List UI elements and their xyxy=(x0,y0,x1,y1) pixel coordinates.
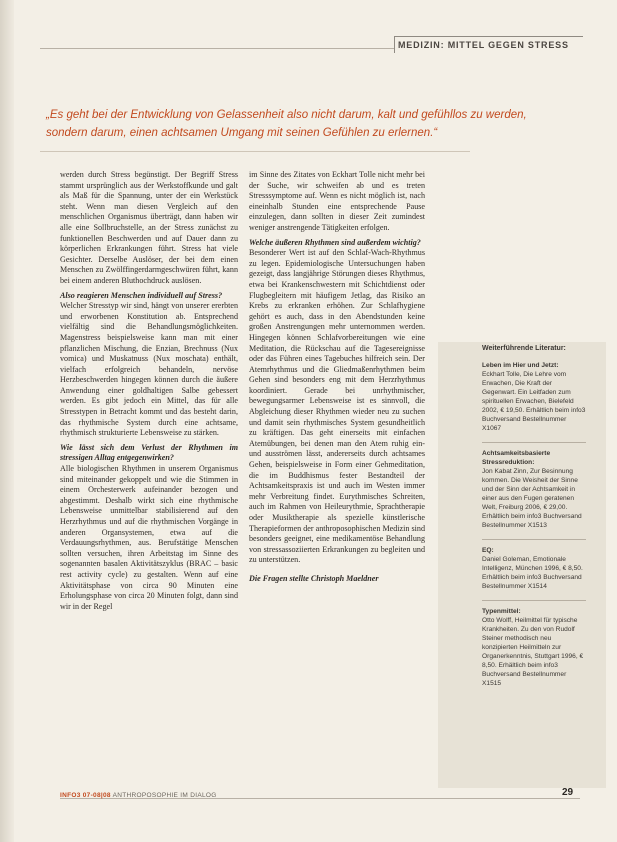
paragraph: Welcher Stresstyp wir sind, hängt von unserer ererbten und erworbenen Konstitution ab. Entsprechend vielfältig sind die Behandlungsmöglichkeiten. Magenstress beispielsweise kann man mit einer pflanzlichen Mischung, die Enzian, Brechnuss (Nux vomica) und Muskatnuss (Nux moschata) enthält, vielfach erfolgreich behandeln, nervöse Herzbeschwerden hingegen können durch die äußere Anwendung einer goldhaltigen Salbe gebessert werden. Es gibt jedoch ein Mittel, das für alle Stresstypen in Betracht kommt und das besteht darin, das rhythmische System durch eine achtsame, rhythmisch strukturierte Lebensweise zu stärken. xyxy=(60,301,238,438)
paragraph: Alle biologischen Rhythmen in unserem Organismus sind miteinander gekoppelt und wie die Stimmen in einem Orchesterwerk aufeinander bezogen und abgestimmt. Deshalb wirkt sich eine rhythmische Lebensweise unmittelbar stabilisierend auf den Herzrhythmus und auf die rhythmischen Vorgänge in anderen Organsystemen, etwa auf die Verdauungsrhythmen, aus. Berufstätige Menschen sollten versuchen, ihren Arbeitstag im Sinne des sogenannten basalen Aktivitätszyklus (BRAC – basic rest activity cycle) zu gestalten. Wenn auf eine Aktivitätsphase von circa 90 Minuten eine Erholungsphase von circa 20 Minuten folgt, dann sind wir in der Regel xyxy=(60,464,238,611)
pull-quote: „Es geht bei der Entwicklung von Gelassenheit also nicht darum, kalt und gefühllos zu werden, sondern darum, einen achtsamen Umgang mit seinen Gefühlen zu erlernen.“ xyxy=(46,109,527,139)
literature-item-text: Jon Kabat Zinn, Zur Besinnung kommen. Die Weisheit der Sinne und der Sinn der Achtsamkeit in einer aus den Fugen geratenen Welt, Freiburg 2006, € 29,00. Erhältlich beim info3 Buchversand Bestellnummer X1513 xyxy=(482,468,582,529)
literature-item xyxy=(482,546,586,591)
question-heading: Wie lässt sich dem Verlust der Rhythmen im stressigen Alltag entgegenwirken? xyxy=(60,442,238,463)
sidebar-divider xyxy=(482,600,586,601)
literature-item-title: Typenmittel: xyxy=(482,608,521,615)
section-header: MEDIZIN: MITTEL GEGEN STRESS xyxy=(398,40,569,50)
quote-rule xyxy=(40,151,470,152)
page-number: 29 xyxy=(562,787,574,798)
literature-sidebar xyxy=(482,344,586,697)
header-rule xyxy=(40,48,395,49)
magazine-name: INFO3 xyxy=(60,792,81,799)
sidebar-divider xyxy=(482,442,586,443)
paragraph: werden durch Stress begünstigt. Der Begriff Stress stammt ursprünglich aus der Werkstoffkunde und galt als Maß für die Spannung, unter der ein Werkstück steht. Wenn man diesen Vergleich auf den menschlichen Organismus überträgt, dann haben wir alle eine Sollbruchstelle, an der Stress zunächst zu funktionellen Beschwerden und auf Dauer dann zu körperlichen Erkrankungen führt. Stress hat viele Gesichter. Derselbe Auslöser, der bei dem einen Menschen zu Zwölffingerdarmgeschwüren führt, kann bei einem anderen Bluthochdruck auslösen. xyxy=(60,170,238,285)
sidebar-heading: Weiterführende Literatur: xyxy=(482,345,566,352)
literature-item-title: EQ: xyxy=(482,547,494,554)
paragraph: im Sinne des Zitates von Eckhart Tolle nicht mehr bei der Suche, wir schweifen ab und es treten Stresssymptome auf. Wenn es nicht möglich ist, nach eineinhalb Stunden eine entsprechende Pause einzulegen, dann sollten in dieser Zeit zumindest weniger anstrengende Tätigkeiten erfolgen. xyxy=(249,170,425,232)
literature-item-text: Daniel Goleman, Emotionale Intelligenz, München 1996, € 8,50. Erhältlich beim info3 Buchversand Bestellnummer X1514 xyxy=(482,556,583,590)
literature-item xyxy=(482,607,586,688)
issue-number: 07-08|08 xyxy=(82,792,111,799)
question-heading: Welche äußeren Rhythmen sind außerdem wichtig? xyxy=(249,237,421,247)
literature-item-title: Leben im Hier und Jetzt: xyxy=(482,362,559,369)
paragraph: Besonderer Wert ist auf den Schlaf-Wach-Rhythmus zu legen. Epidemiologische Untersuchungen haben gezeigt, dass langjährige Störungen dieses Rhythmus, etwa bei Krankenschwestern mit Schichtdienst oder Flugbegleitern mit häufigem Jetlag, das Risiko an Krebs zu erkranken erhöhen. Zur Schlafhygiene gehört es auch, dass in den Abendstunden keine großen Anstrengungen mehr unternommen werden. Hingegen können Schlafvorbereitungen wie eine Meditation, die Rückschau auf die Tagesereignisse oder das Führen eines Tagebuches hilfreich sein. Der Atemrhythmus und die Gliedmaßenrhythmen beim Gehen sind besonders eng mit dem Herzrhythmus koordiniert. Gerade bei unrhythmischer, bewegungsarmer Lebensweise ist es sinnvoll, die Abgleichung dieser Rhythmen wieder neu zu suchen und damit sein rhythmisches System gesundheitlich zu kräftigen. Das geht einerseits mit einfachen Atemübungen, bei denen man den Atem ruhig ein- und ausströmen lässt, andererseits durch achtsames Gehen, beispielsweise in Form einer Gehmeditation, die im Buddhismus fester Bestandteil der Achtsamkeitspraxis ist und auch im Westen immer mehr Verbreitung findet. Eurythmisches Schreiten, auch im Rahmen von Heileurythmie, Sprachtherapie oder Musiktherapie als spezielle künstlerische Therapieformen der anthroposophischen Medizin sind besonders geeignet, eine medikamentöse Behandlung von stressassoziierten Erkrankungen zu begleiten und zu unterstützen. xyxy=(249,248,425,565)
interviewer-signature: Die Fragen stellte Christoph Maeldner xyxy=(249,573,379,583)
literature-item-title: Achtsamkeitsbasierte Stressreduktion: xyxy=(482,450,551,466)
footer-imprint xyxy=(60,792,217,799)
article-column-2 xyxy=(249,170,425,585)
page-binding-edge xyxy=(0,0,14,842)
literature-item xyxy=(482,449,586,530)
literature-item-text: Eckhart Tolle, Die Lehre vom Erwachen, Die Kraft der Gegenwart. Ein Leitfaden zum spirituellen Erwachen, Bielefeld 2002, € 19,50. Erhältlich beim info3 Buchversand Bestellnummer X1067 xyxy=(482,371,586,432)
magazine-tagline: ANTHROPOSOPHIE IM DIALOG xyxy=(112,792,217,799)
question-heading: Also reagieren Menschen individuell auf Stress? xyxy=(60,290,223,300)
article-column-1 xyxy=(60,170,238,612)
literature-item xyxy=(482,361,586,433)
literature-item-text: Otto Wolff, Heilmittel für typische Krankheiten. Zu den von Rudolf Steiner methodisch neu konzipierten Heilmitteln zur Organerkenntnis, Stuttgart 1996, € 8,50. Erhältlich beim info3 Buchversand Bestellnummer X1515 xyxy=(482,617,584,687)
sidebar-divider xyxy=(482,539,586,540)
